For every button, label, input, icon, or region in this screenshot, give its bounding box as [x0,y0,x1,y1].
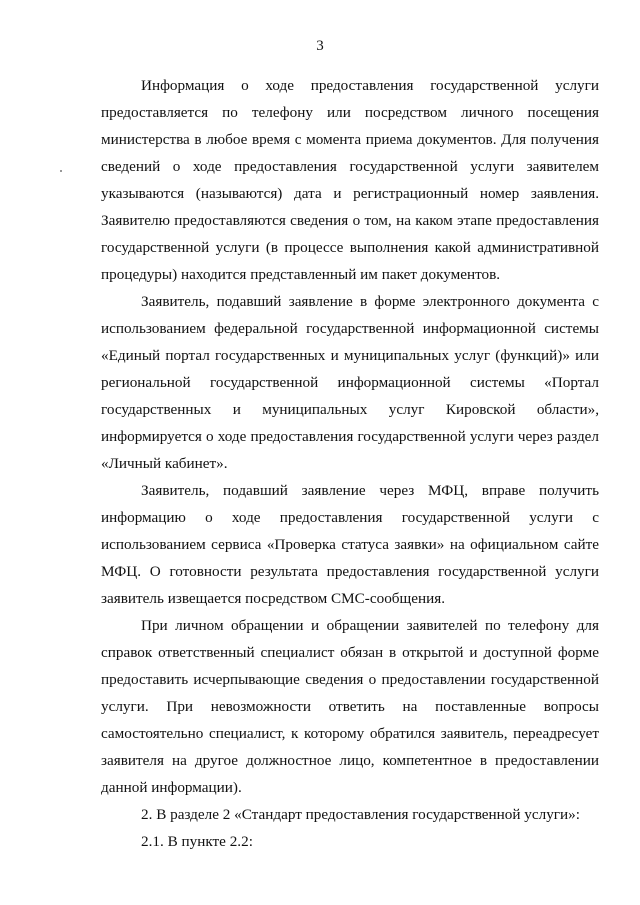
document-body [101,72,599,855]
scan-speck [60,170,62,172]
paragraph-personal-appeal: При личном обращении и обращении заявителей по телефону для справок ответственный специалист обязан в открытой и доступной форме предоставить исчерпывающие сведения о предоставлении государственной услуги. При невозможности ответить на поставленные вопросы самостоятельно специалист, к которому обратился заявитель, переадресует заявителя на другое должностное лицо, компетентное в предоставлении данной информации). [101,617,599,796]
paragraph-section-2: 2. В разделе 2 «Стандарт предоставления государственной услуги»: [141,806,580,823]
page-number: 3 [316,38,324,54]
paragraph-info-progress: Информация о ходе предоставления государственной услуги предоставляется по телефону или посредством личного посещения министерства в любое время с момента приема документов. Для получения сведений о ходе предоставления государственной услуги заявителем указываются (называются) дата и регистрационный номер заявления. Заявителю предоставляются сведения о том, на каком этапе предоставления государственной услуги (в процессе выполнения какой административной процедуры) находится представленный им пакет документов. [101,77,599,283]
paragraph-item-2-1: 2.1. В пункте 2.2: [141,833,253,850]
paragraph-electronic-application: Заявитель, подавший заявление в форме электронного документа с использованием федеральной государственной информационной системы «Единый портал государственных и муниципальных услуг (функций)» или региональной государственной информационной системы «Портал государственных и муниципальных услуг Кировской области», информируется о ходе предоставления государственной услуги через раздел «Личный кабинет». [101,293,599,472]
paragraph-mfc-application: Заявитель, подавший заявление через МФЦ, вправе получить информацию о ходе предоставления государственной услуги с использованием сервиса «Проверка статуса заявки» на официальном сайте МФЦ. О готовности результата предоставления государственной услуги заявитель извещается посредством СМС-сообщения. [101,482,599,607]
